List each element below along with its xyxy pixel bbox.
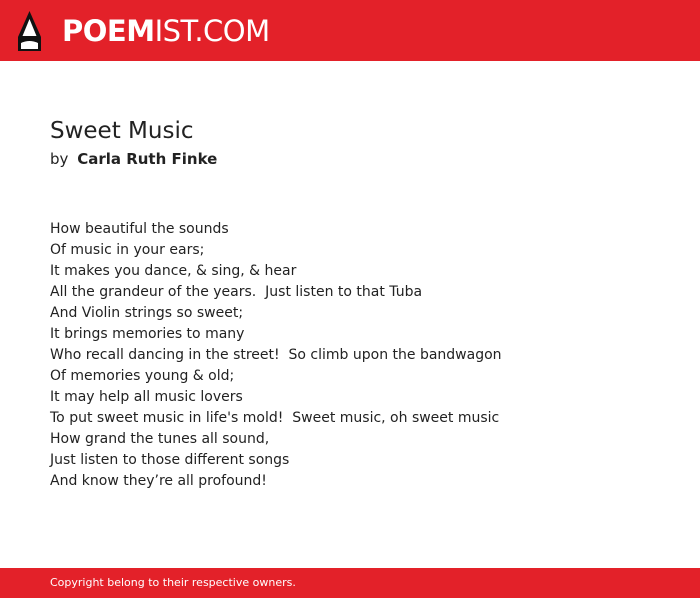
site-logo-link[interactable] bbox=[17, 9, 270, 53]
poem-line: To put sweet music in life's mold! Sweet music, oh sweet music bbox=[50, 410, 500, 426]
site-header bbox=[0, 0, 700, 61]
by-label: by bbox=[50, 150, 69, 168]
logo-text-light: IST.COM bbox=[154, 14, 270, 48]
poem-line: It makes you dance, & sing, & hear bbox=[50, 263, 297, 279]
poem-byline bbox=[50, 148, 217, 170]
poem-line: All the grandeur of the years. Just listen to that Tuba bbox=[50, 284, 423, 300]
poem-line: Of music in your ears; bbox=[50, 242, 205, 258]
poem-line: Just listen to those different songs bbox=[50, 452, 290, 468]
poem-line: How grand the tunes all sound, bbox=[50, 431, 270, 447]
pen-nib-icon bbox=[17, 10, 42, 52]
poem-line: Who recall dancing in the street! So climb upon the bandwagon bbox=[50, 347, 502, 363]
author-link[interactable]: Carla Ruth Finke bbox=[77, 150, 218, 168]
poem-line: It may help all music lovers bbox=[50, 389, 243, 405]
poem-line: And Violin strings so sweet; bbox=[50, 305, 244, 321]
poem-title: Sweet Music bbox=[50, 118, 194, 144]
poem-line: Of memories young & old; bbox=[50, 368, 235, 384]
copyright-text: Copyright belong to their respective owners. bbox=[50, 576, 296, 589]
poem-body bbox=[50, 219, 502, 492]
site-footer bbox=[0, 568, 700, 598]
logo-text-bold: POEM bbox=[62, 14, 155, 48]
poem-line: And know they’re all profound! bbox=[50, 473, 267, 489]
poem-line: It brings memories to many bbox=[50, 326, 245, 342]
poem-line: How beautiful the sounds bbox=[50, 221, 229, 237]
site-logo-text bbox=[62, 9, 270, 53]
